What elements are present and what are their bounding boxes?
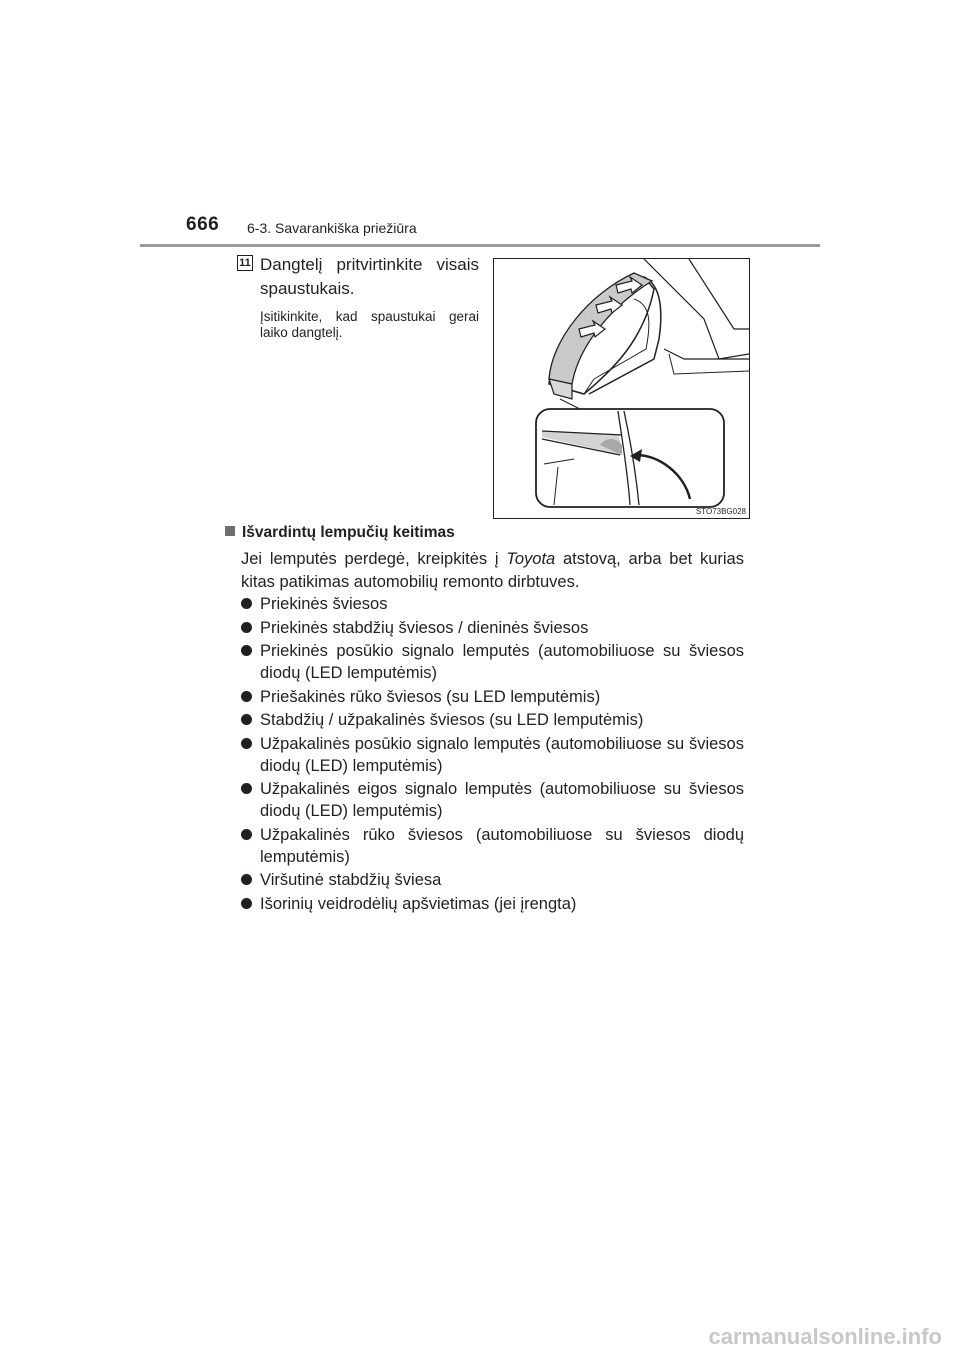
bullet-icon [241, 645, 252, 656]
page-number: 666 [186, 214, 220, 235]
header-divider [140, 244, 820, 247]
list-item: Išorinių veidrodėlių apšvietimas (jei įrengta) [241, 893, 744, 915]
step-number-badge: 11 [237, 255, 253, 271]
section-title: 6-3. Savarankiška priežiūra [247, 220, 417, 236]
mirror-cover-drawing [494, 259, 749, 518]
bullet-icon [241, 874, 252, 885]
step-note [260, 309, 479, 341]
step-instruction-line1: Dangtelį pritvirtinkite visais [260, 255, 479, 274]
list-item: Viršutinė stabdžių šviesa [241, 869, 744, 891]
brand-name: Toyota [506, 550, 556, 568]
bullet-icon [241, 783, 252, 794]
bullet-icon [241, 622, 252, 633]
list-item: Priešakinės rūko šviesos (su LED lemputėmis) [241, 686, 744, 708]
step-note-line2: laiko dangtelį. [260, 325, 343, 340]
bullet-icon [241, 829, 252, 840]
bullet-icon [241, 598, 252, 609]
bulb-section-heading-text: Išvardintų lempučių keitimas [242, 524, 455, 541]
step-instruction [260, 253, 479, 301]
bulb-section-intro [241, 548, 744, 594]
bullet-icon [241, 738, 252, 749]
mirror-cover-illustration [493, 258, 750, 519]
intro-line2: kitas patikimas automobilių remonto dirbtuves. [241, 573, 580, 591]
bullet-icon [241, 898, 252, 909]
bullet-icon [241, 691, 252, 702]
list-item: Užpakalinės rūko šviesos (automobiliuose su šviesos diodų lemputėmis) [241, 824, 744, 868]
list-item: Stabdžių / užpakalinės šviesos (su LED lemputėmis) [241, 709, 744, 731]
bulb-list [241, 593, 744, 916]
bullet-icon [241, 714, 252, 725]
bulb-section-heading [225, 524, 455, 542]
list-item: Užpakalinės posūkio signalo lemputės (automobiliuose su šviesos diodų (LED) lemputėmis) [241, 733, 744, 777]
site-watermark: carmanualsonline.info [708, 1324, 942, 1349]
figure-code: STO73BG028 [695, 507, 746, 516]
step-instruction-line2: spaustukais. [260, 279, 355, 298]
heading-marker-icon [225, 526, 235, 536]
intro-text-before-brand: Jei lemputės perdegė, kreipkitės į [241, 550, 507, 568]
step-note-line1: Įsitikinkite, kad spaustukai gerai [260, 309, 479, 324]
list-item: Priekinės šviesos [241, 593, 744, 615]
intro-text-after-brand: atstovą, arba bet kurias [555, 550, 744, 568]
intro-line1 [241, 548, 744, 571]
list-item: Priekinės stabdžių šviesos / dieninės šviesos [241, 617, 744, 639]
list-item: Priekinės posūkio signalo lemputės (automobiliuose su šviesos diodų (LED lemputėmis) [241, 640, 744, 684]
list-item: Užpakalinės eigos signalo lemputės (automobiliuose su šviesos diodų (LED) lemputėmis) [241, 778, 744, 822]
